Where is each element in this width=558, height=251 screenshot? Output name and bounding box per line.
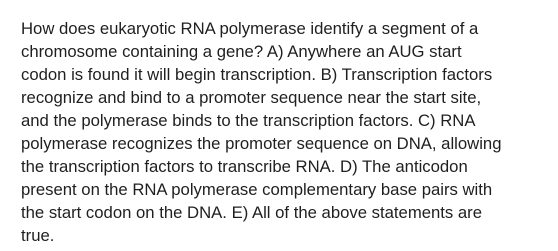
question-line: true. bbox=[21, 226, 55, 245]
question-line: and the polymerase binds to the transcription factors. C) RNA bbox=[21, 111, 476, 130]
question-line: polymerase recognizes the promoter sequence on DNA, allowing bbox=[21, 134, 502, 153]
question-line: recognize and bind to a promoter sequence near the start site, bbox=[21, 88, 482, 107]
question-line: the start codon on the DNA. E) All of the above statements are bbox=[21, 203, 483, 222]
question-line: How does eukaryotic RNA polymerase identify a segment of a bbox=[21, 19, 479, 38]
question-line: present on the RNA polymerase complementary base pairs with bbox=[21, 180, 493, 199]
question-line: chromosome containing a gene? A) Anywhere an AUG start bbox=[21, 42, 462, 61]
question-text bbox=[21, 17, 541, 247]
question-line: codon is found it will begin transcription. B) Transcription factors bbox=[21, 65, 493, 84]
question-line: the transcription factors to transcribe RNA. D) The anticodon bbox=[21, 157, 468, 176]
